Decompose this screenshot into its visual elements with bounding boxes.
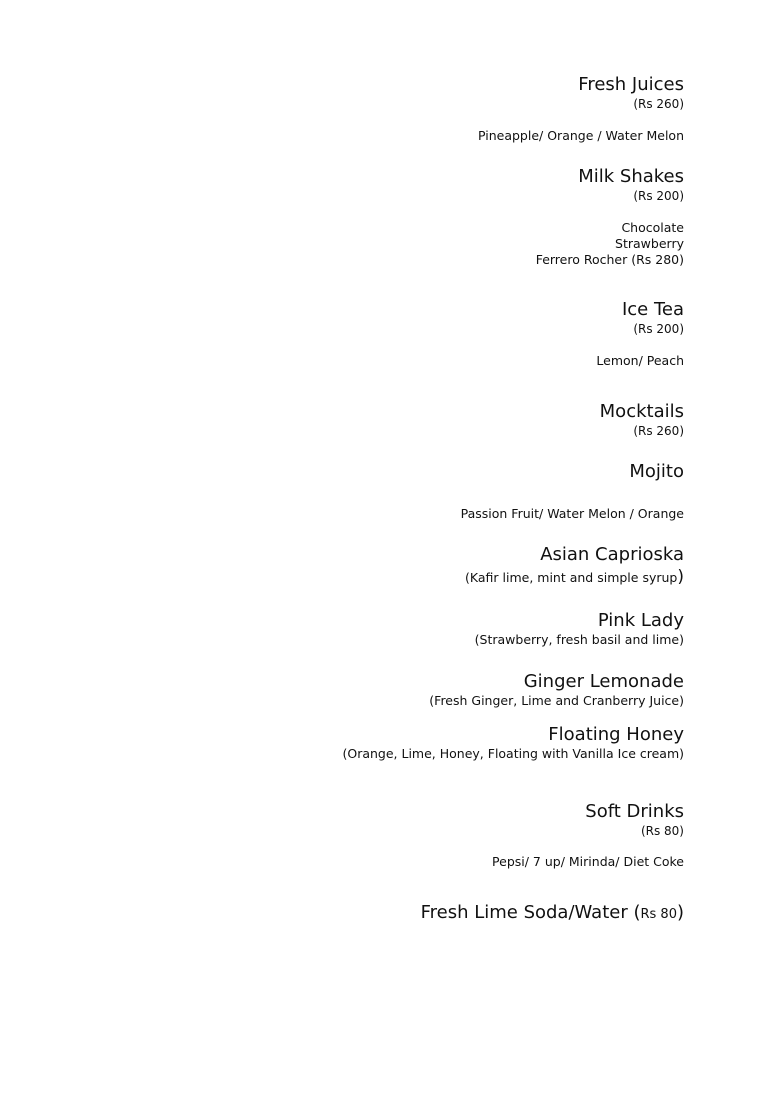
ginger-lemonade-desc: (Fresh Ginger, Lime and Cranberry Juice): [429, 693, 684, 708]
milk-shakes-option: Strawberry: [615, 236, 684, 251]
mocktails-title: Mocktails: [599, 401, 684, 422]
fresh-lime-soda-title: [421, 902, 684, 926]
milk-shakes-title: Milk Shakes: [578, 166, 684, 187]
floating-honey-title: Floating Honey: [548, 724, 684, 745]
ice-tea-title: Ice Tea: [621, 299, 684, 320]
soft-drinks-options: Pepsi/ 7 up/ Mirinda/ Diet Coke: [492, 854, 684, 869]
milk-shakes-price: (Rs 200): [633, 189, 684, 203]
soft-drinks-price: (Rs 80): [640, 824, 684, 838]
pink-lady-title: Pink Lady: [597, 610, 684, 631]
mocktails-price: (Rs 260): [633, 424, 684, 438]
asian-caprioska-desc: [465, 569, 684, 586]
asian-caprioska-title: Asian Caprioska: [540, 544, 684, 565]
pink-lady-desc: (Strawberry, fresh basil and lime): [474, 632, 684, 647]
milk-shakes-option: Ferrero Rocher (Rs 280): [535, 252, 684, 267]
ice-tea-options: Lemon/ Peach: [596, 353, 684, 368]
soft-drinks-title: Soft Drinks: [585, 801, 684, 822]
fresh-lime-soda-price: Rs 80: [640, 907, 677, 922]
fresh-lime-soda-label: Fresh Lime Soda/Water (: [420, 902, 641, 923]
asian-caprioska-desc-close: ): [677, 567, 684, 587]
ice-tea-price: (Rs 200): [633, 322, 684, 336]
fresh-juices-price: (Rs 260): [633, 97, 684, 111]
mojito-options: Passion Fruit/ Water Melon / Orange: [460, 506, 684, 521]
fresh-juices-title: Fresh Juices: [578, 74, 684, 95]
milk-shakes-option: Chocolate: [621, 220, 684, 235]
fresh-juices-options: Pineapple/ Orange / Water Melon: [477, 128, 684, 143]
mojito-title: Mojito: [629, 461, 684, 482]
ginger-lemonade-title: Ginger Lemonade: [523, 671, 684, 692]
floating-honey-desc: (Orange, Lime, Honey, Floating with Vanilla Ice cream): [342, 746, 684, 761]
fresh-lime-soda-close: ): [676, 902, 684, 923]
asian-caprioska-desc-text: (Kafir lime, mint and simple syrup: [465, 570, 678, 585]
